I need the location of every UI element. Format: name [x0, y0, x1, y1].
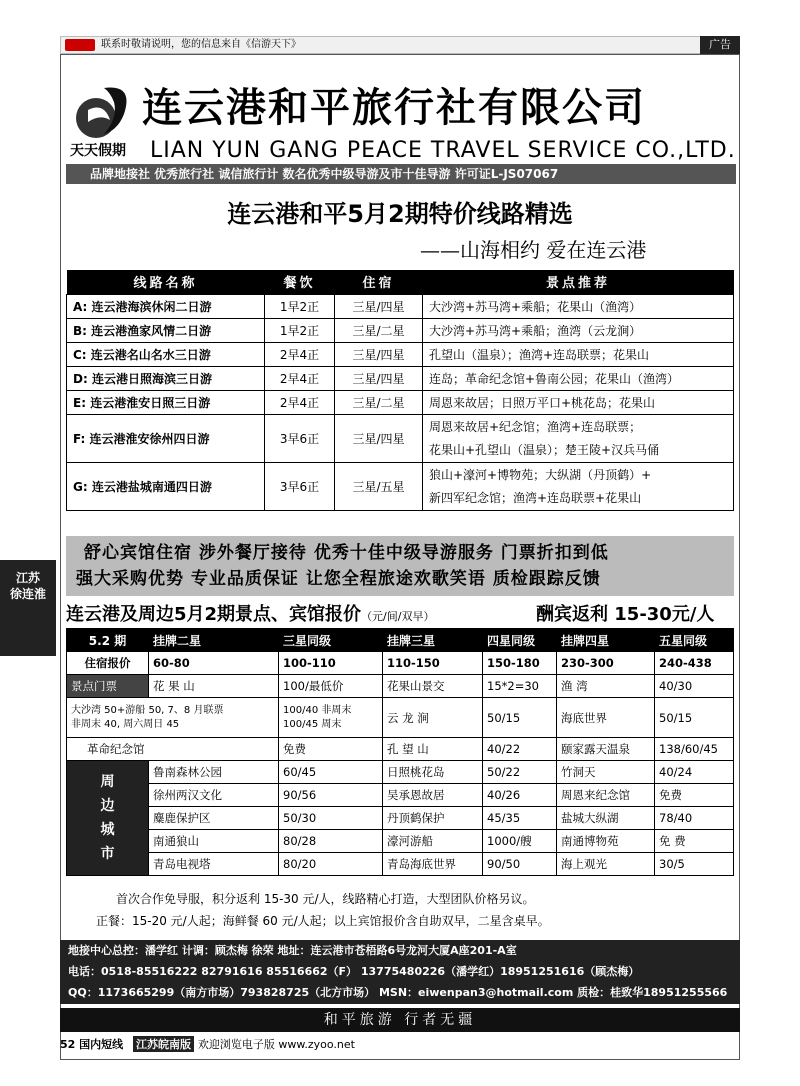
- spot-price: 1000/艘: [483, 830, 557, 853]
- top-info-text: 联系时敬请说明，您的信息来自《信游天下》: [101, 39, 301, 50]
- spot-name: 花 果 山: [149, 675, 279, 698]
- company-tagline: 品牌地接社 优秀旅行社 诚信旅行计 数名优秀中级导游及市十佳导游 许可证L-JS07067: [66, 164, 736, 184]
- spot-name: 南通狼山: [149, 830, 279, 853]
- spot-name: 革命纪念馆: [67, 738, 279, 761]
- hotel-price: 230-300: [557, 652, 655, 675]
- spot-name: 云 龙 涧: [383, 698, 483, 738]
- route-spots: 大沙湾+苏马湾+乘船；渔湾（云龙涧）: [423, 318, 734, 342]
- spot-name: 濠河游船: [383, 830, 483, 853]
- website-link[interactable]: 欢迎浏览电子版 www.zyoo.net: [197, 1038, 355, 1051]
- spot-name: 吴承恩故居: [383, 784, 483, 807]
- route-spots: 连岛；革命纪念馆+鲁南公园；花果山（渔湾）: [423, 366, 734, 390]
- spot-price: 免费: [279, 738, 383, 761]
- features-line: 强大采购优势 专业品质保证 让您全程旅途欢歌笑语 质检跟踪反馈: [76, 569, 601, 589]
- route-spots: 大沙湾+苏马湾+乘船；花果山（渔湾）: [423, 294, 734, 318]
- spot-price: 100/最低价: [279, 675, 383, 698]
- note-line: 首次合作免导服，积分返利 15-30 元/人，线路精心打造，大型团队价格另议。: [116, 892, 535, 906]
- table-row: [67, 318, 734, 342]
- spot-price: 60/45: [279, 761, 383, 784]
- hotel-price: 150-180: [483, 652, 557, 675]
- spot-name: 鲁南森林公园: [149, 761, 279, 784]
- spot-price: 15*2=30: [483, 675, 557, 698]
- routes-table: [66, 270, 734, 511]
- hotel-header: 挂牌三星: [383, 629, 483, 652]
- section-name: 国内短线: [79, 1038, 124, 1051]
- spot-name: 青岛电视塔: [149, 853, 279, 876]
- page-footer: [60, 1036, 355, 1052]
- route-meals: 2早4正: [265, 342, 335, 366]
- spot-price: 30/5: [655, 853, 734, 876]
- route-name: G: 连云港盐城南通四日游: [67, 462, 265, 510]
- edition-badge: 江苏皖南版: [133, 1036, 194, 1052]
- route-hotel: 三星/二星: [335, 390, 423, 414]
- headline: 连云港和平5月2期特价线路精选: [227, 200, 573, 228]
- spot-name: 渔 湾: [557, 675, 655, 698]
- nearby-row: [67, 853, 734, 876]
- hotel-header: 五星同级: [655, 629, 734, 652]
- price-table: [66, 628, 734, 876]
- hotel-header: 四星同级: [483, 629, 557, 652]
- contact-line: 电话：0518-85516222 82791616 85516662（F） 13775480226（潘学红）18951251616（顾杰梅）: [68, 965, 640, 978]
- price-section-title: [66, 600, 734, 624]
- routes-header-row: [67, 270, 734, 294]
- side-tab-line: 江苏: [15, 571, 40, 585]
- spot-price: 免费: [655, 784, 734, 807]
- route-spots: 新四军纪念馆；渔湾+连岛联票+花果山: [423, 486, 734, 510]
- nearby-label: 周边城市: [67, 761, 149, 876]
- route-hotel: 三星/四星: [335, 342, 423, 366]
- spot-price: 78/40: [655, 807, 734, 830]
- spot-price: 40/26: [483, 784, 557, 807]
- spot-price: 138/60/45: [655, 738, 734, 761]
- notes: [66, 888, 734, 932]
- col-hotel: 住宿: [335, 270, 423, 294]
- spot-price: 80/28: [279, 830, 383, 853]
- spot-name: 丹顶鹤保护: [383, 807, 483, 830]
- price-title-main: 连云港及周边5月2期景点、宾馆报价: [66, 604, 362, 625]
- top-info-bar: [60, 36, 740, 54]
- route-name: B: 连云港渔家风情二日游: [67, 318, 265, 342]
- side-region-tab: [0, 560, 56, 656]
- company-name-en: LIAN YUN GANG PEACE TRAVEL SERVICE CO.,LTD.: [150, 138, 736, 163]
- spot-note: 大沙湾 50+游船 50, 7、8 月联票 非周末 40, 周六周日 45: [67, 698, 279, 738]
- motto-bar: 和平旅游 行者无疆: [60, 1008, 740, 1032]
- hotel-header: 挂牌四星: [557, 629, 655, 652]
- col-route-name: 线路名称: [67, 270, 265, 294]
- ticket-row: [67, 738, 734, 761]
- spot-name: 麋鹿保护区: [149, 807, 279, 830]
- company-logo-icon: [70, 80, 136, 146]
- route-name: D: 连云港日照海滨三日游: [67, 366, 265, 390]
- nearby-row: [67, 830, 734, 853]
- nearby-row: [67, 761, 734, 784]
- route-hotel: 三星/四星: [335, 294, 423, 318]
- spot-price: 40/24: [655, 761, 734, 784]
- ticket-row: [67, 675, 734, 698]
- table-row: [67, 342, 734, 366]
- spot-price: 90/56: [279, 784, 383, 807]
- hotel-price: 100-110: [279, 652, 383, 675]
- col-spots: 景点推荐: [423, 270, 734, 294]
- spot-price: 90/50: [483, 853, 557, 876]
- route-hotel: 三星/五星: [335, 462, 423, 510]
- route-spots: 周恩来故居+纪念馆；渔湾+连岛联票；: [423, 414, 734, 438]
- contact-panel: [60, 940, 740, 1004]
- table-row: [67, 414, 734, 438]
- route-hotel: 三星/二星: [335, 318, 423, 342]
- hotel-header: 挂牌二星: [149, 629, 279, 652]
- contact-line: QQ：1173665299（南方市场）793828725（北方市场） MSN：eiwenpan3@hotmail.com 质检：桂致华18951255566: [68, 986, 728, 999]
- spot-price: 50/30: [279, 807, 383, 830]
- company-name-cn: 连云港和平旅行社有限公司: [142, 84, 646, 131]
- spot-name: 周恩来纪念馆: [557, 784, 655, 807]
- price-title-unit: （元/间/双早）: [361, 610, 435, 623]
- note-line: 正餐：15-20 元/人起；海鲜餐 60 元/人起；以上宾馆报价含自助双早，二星含桌早。: [96, 914, 550, 928]
- side-tab-line: 徐连淮: [9, 587, 46, 601]
- route-name: C: 连云港名山名水三日游: [67, 342, 265, 366]
- spot-name: 海上观光: [557, 853, 655, 876]
- hotel-price: 60-80: [149, 652, 279, 675]
- route-meals: 3早6正: [265, 414, 335, 462]
- route-hotel: 三星/四星: [335, 414, 423, 462]
- slogan: ——山海相约 爱在连云港: [420, 238, 647, 262]
- route-hotel: 三星/四星: [335, 366, 423, 390]
- spot-name: 孔 望 山: [383, 738, 483, 761]
- features-panel: [66, 536, 734, 596]
- period-label: 5.2 期: [67, 629, 149, 652]
- route-name: E: 连云港淮安日照三日游: [67, 390, 265, 414]
- hotel-header: 三星同级: [279, 629, 383, 652]
- route-meals: 2早4正: [265, 390, 335, 414]
- price-title-rebate: 酬宾返利 15-30元/人: [536, 604, 715, 625]
- tickets-label: 景点门票: [67, 675, 149, 698]
- spot-name: 徐州两汉文化: [149, 784, 279, 807]
- hotel-price: 110-150: [383, 652, 483, 675]
- nearby-row: [67, 807, 734, 830]
- features-line: 舒心宾馆住宿 涉外餐厅接待 优秀十佳中级导游服务 门票折扣到低: [84, 543, 609, 563]
- table-row: [67, 366, 734, 390]
- ticket-row: [67, 698, 734, 738]
- spot-name: 海底世界: [557, 698, 655, 738]
- spot-name: 南通博物苑: [557, 830, 655, 853]
- spot-price: 40/30: [655, 675, 734, 698]
- table-row: [67, 462, 734, 486]
- col-meals: 餐饮: [265, 270, 335, 294]
- spot-name: 花果山景交: [383, 675, 483, 698]
- price-header-row: [67, 629, 734, 652]
- spot-price: 40/22: [483, 738, 557, 761]
- route-meals: 1早2正: [265, 294, 335, 318]
- route-spots: 周恩来故居；日照万平口+桃花岛；花果山: [423, 390, 734, 414]
- route-spots: 狼山+濠河+博物苑；大纵湖（丹顶鹤）+: [423, 462, 734, 486]
- daily-holiday-tag: 天天假期: [70, 143, 126, 159]
- spot-price: 免 费: [655, 830, 734, 853]
- spot-name: 颐家露天温泉: [557, 738, 655, 761]
- hotel-price-row: [67, 652, 734, 675]
- route-spots: 孔望山（温泉）；渔湾+连岛联票；花果山: [423, 342, 734, 366]
- route-meals: 1早2正: [265, 318, 335, 342]
- spot-price: 50/15: [483, 698, 557, 738]
- table-row: [67, 294, 734, 318]
- table-row: [67, 390, 734, 414]
- spot-name: 青岛海底世界: [383, 853, 483, 876]
- spot-price-note: 100/40 非周末 100/45 周末: [279, 698, 383, 738]
- spot-price: 80/20: [279, 853, 383, 876]
- spot-name: 日照桃花岛: [383, 761, 483, 784]
- route-name: A: 连云港海滨休闲二日游: [67, 294, 265, 318]
- route-meals: 2早4正: [265, 366, 335, 390]
- spot-price: 50/15: [655, 698, 734, 738]
- spot-price: 45/35: [483, 807, 557, 830]
- ad-tag: 广告: [700, 36, 740, 54]
- spot-name: 盐城大纵湖: [557, 807, 655, 830]
- spot-name: 竹洞天: [557, 761, 655, 784]
- route-meals: 3早6正: [265, 462, 335, 510]
- contact-line: 地接中心总控：潘学红 计调：顾杰梅 徐荣 地址：连云港市苍梧路6号龙河大厦A座201-A室: [68, 944, 517, 957]
- hotel-label: 住宿报价: [67, 652, 149, 675]
- route-name: F: 连云港淮安徐州四日游: [67, 414, 265, 462]
- spot-price: 50/22: [483, 761, 557, 784]
- magazine-logo-icon: [65, 39, 95, 51]
- route-spots: 花果山+孔望山（温泉）；楚王陵+汉兵马俑: [423, 438, 734, 462]
- hotel-price: 240-438: [655, 652, 734, 675]
- nearby-row: [67, 784, 734, 807]
- page-number: 52: [60, 1038, 76, 1051]
